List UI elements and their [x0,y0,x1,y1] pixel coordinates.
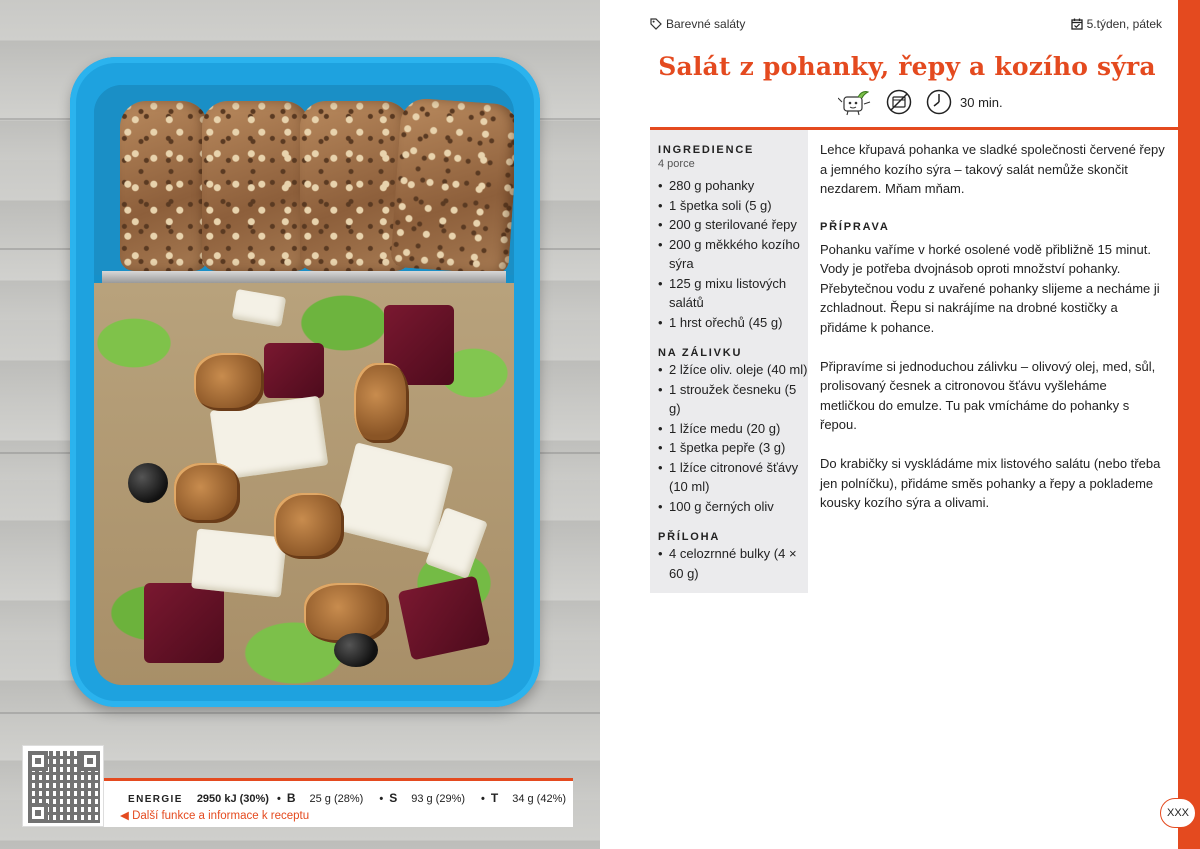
qr-code[interactable] [22,745,104,827]
dressing-item: • 1 špetka pepře (3 g) [658,438,808,458]
dressing-item: • 1 stroužek česneku (5 g) [658,380,808,419]
more-info-label: Další funkce a informace k receptu [132,810,310,822]
walnut [174,463,240,523]
separator-dot: • [379,793,384,805]
walnut [354,363,409,443]
nutrition-panel [104,778,573,827]
recipe-tags [838,88,1003,116]
week-text: 5.týden, pátek [1086,17,1162,31]
spacer [658,332,808,347]
wood-plank-seam [0,712,600,714]
bread-slice [120,101,208,271]
dressing-item: • 2 lžíce oliv. oleje (40 ml) [658,360,808,380]
recipe-title: Salát z pohanky, řepy a kozího sýra [658,52,1156,81]
carbs-key: S [389,791,398,805]
energy-label: ENERGIE [128,794,183,805]
recipe-intro: Lehce křupavá pohanka ve sladké společnosti červené řepy a jemného kozího sýra – takový salát nemůže skončit nezdarem. Mňam mňam. [820,142,1165,196]
ingredients-heading: INGREDIENCE [658,144,755,156]
calendar-icon [1071,18,1083,30]
ingredient-item: • 200 g měkkého kozího sýra [658,235,808,274]
triangle-left-icon: ◀ [120,810,129,822]
portions-label: 4 porce [658,158,695,170]
side-list [658,544,808,583]
black-olive [334,633,378,667]
black-olive [128,463,168,503]
tag-icon [650,18,662,30]
qr-finder [28,803,48,823]
nutrition-row [128,791,566,805]
lunchbox-character-icon [838,88,872,116]
ingredient-item: • 280 g pohanky [658,176,808,196]
beet-piece [398,575,491,660]
category-text: Barevné saláty [666,17,746,31]
page-number: XXX [1160,798,1196,828]
dressing-item: • 1 lžíce medu (20 g) [658,419,808,439]
no-oven-icon [886,89,912,115]
beet-piece [144,583,224,663]
box-divider [102,271,506,283]
energy-value: 2950 kJ (30%) [196,793,269,805]
dressing-list [658,360,808,516]
dressing-heading: NA ZÁLIVKU [658,347,743,359]
ingredients-panel [650,130,808,593]
goat-cheese-piece [191,528,287,597]
salad-compartment [94,283,514,685]
recipe-page [600,0,1200,849]
protein-key: B [286,791,296,805]
preparation-step: Pohanku vaříme v horké osolené vodě přibližně 15 minut. Vody je potřeba dvojnásob oproti množství pohanky. Přebytečnou vodu z uvařené pohanky slijeme a necháme ji zchladnout. Řepu si nakrájíme na drobné kostičky a přidáme k pohance. [820,241,1160,335]
protein-value: 25 g (28%) [309,793,364,805]
side-heading: PŘÍLOHA [658,531,721,543]
prep-time: 30 min. [960,94,1003,110]
side-item: • 4 celozrnné bulky (4 × 60 g) [658,544,808,583]
fat-value: 34 g (42%) [512,793,567,805]
ingredient-item: • 200 g sterilované řepy [658,215,808,235]
week-label [1071,17,1162,31]
preparation-step: Do krabičky si vyskládáme mix listového salátu (nebo třeba jen polníčku), přidáme směs pohanky a řepy a poklademe kousky kozího sýra a olivami. [820,456,1161,510]
lunch-box [70,57,540,707]
bread-slice [202,101,310,271]
preparation-step: Připravíme si jednoduchou zálivku – olivový olej, med, sůl, prolisovaný česnek a citronovou šťávu vyšleháme metličkou do emulze. Tu pak vmícháme do pohanky s řepou. [820,358,1156,432]
ingredient-item: • 125 g mixu listových salátů [658,274,808,313]
dressing-item: • 100 g černých oliv [658,497,808,517]
carbs-value: 93 g (29%) [411,793,466,805]
ingredient-item: • 1 hrst ořechů (45 g) [658,313,808,333]
more-info-link[interactable] [120,808,309,822]
separator-dot: • [481,793,485,805]
bread-slice [390,97,514,275]
clock-icon [926,89,952,115]
separator-dot: • [276,793,281,805]
walnut [194,353,264,411]
qr-code-pattern [28,751,100,823]
beet-piece [264,343,324,398]
ingredients-list [658,176,808,332]
dressing-item: • 1 lžíce citronové šťávy (10 ml) [658,458,808,497]
ingredient-item: • 1 špetka soli (5 g) [658,196,808,216]
walnut [274,493,344,559]
bread-compartment [94,85,514,275]
qr-finder [28,751,48,771]
accent-stripe [1178,0,1200,849]
lunch-box-inner [94,85,514,685]
qr-finder [80,751,100,771]
recipe-body [820,140,1165,532]
spacer [658,516,808,531]
category-label[interactable] [650,17,745,31]
goat-cheese-piece [232,289,286,327]
fat-key: T [490,791,499,805]
preparation-heading: PŘÍPRAVA [820,221,890,233]
